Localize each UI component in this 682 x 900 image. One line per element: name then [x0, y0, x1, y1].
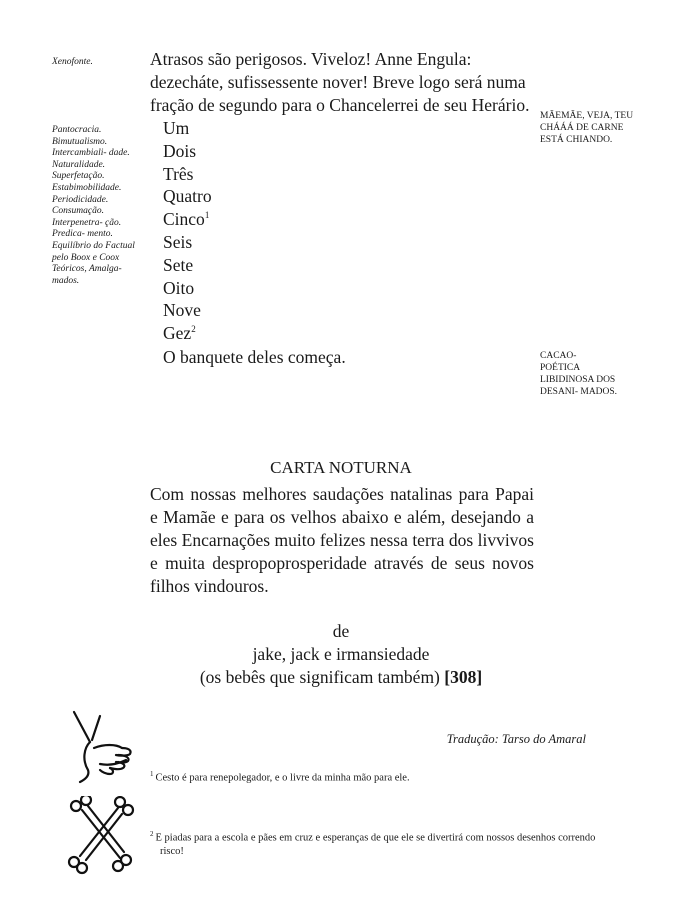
- margin-note-pantocracia: Pantocracia. Bimutualismo. Intercambiali- dade. Naturalidade. Superfetação. Estabimobilidade. Periodicidade. Consumação. Interpenetra- ção. Predica- mento. Equilíbrio do Factual pelo Boox e Coox Teóricos, Amalga- mados.: [52, 125, 135, 286]
- count-item: Oito: [163, 277, 195, 298]
- letter-postscript-line: [150, 667, 532, 688]
- footnote-2: [150, 828, 600, 858]
- count-item: Cinco$^1$: [163, 209, 210, 230]
- margin-note-cacaopoetica: CACAO- POÉTICA LIBIDINOSA DOS DESANI- MADOS.: [540, 351, 618, 397]
- footnote-ref: 1: [204, 210, 210, 221]
- count-list: [163, 117, 212, 345]
- translation-credit: Tradução: Tarso do Amaral: [446, 732, 586, 746]
- footnote-mark: 2: [150, 830, 154, 838]
- footnote-text: E piadas para a escola e pães em cruz e esperanças de que ele se divertirá com nossos desenhos correndo risco!: [155, 832, 596, 857]
- banquet-line: O banquete deles começa.: [163, 347, 346, 367]
- count-item: Sete: [163, 254, 194, 275]
- count-item: Três: [163, 163, 194, 184]
- letter-body: Com nossas melhores saudações natalinas para Papai e Mamãe e para os velhos abaixo e além, desejando a eles Encarnações muito felizes nessa terra dos livvivos e muita despropoprosperidade através de seus novos filhos vindouros.: [150, 484, 534, 596]
- footnote-1: [150, 768, 590, 785]
- margin-note-maemae: MÃEMÃE, VEJA, TEU CHÁÁÁ DE CARNE ESTÁ CHIANDO.: [540, 111, 634, 145]
- footnote-ref: 2: [191, 324, 196, 335]
- footnote-text: Cesto é para renepolegador, e o livre da minha mão para ele.: [155, 772, 410, 784]
- footnote-mark: 1: [150, 770, 154, 778]
- pointing-hand-icon: [60, 708, 140, 788]
- count-item: Gez$^2$: [163, 323, 196, 344]
- count-item: Dois: [163, 140, 197, 161]
- letter-de: de: [332, 621, 350, 641]
- count-item: Seis: [163, 231, 193, 252]
- letter-postscript: (os bebês que significam também): [199, 667, 440, 687]
- opening-paragraph: Atrasos são perigosos. Viveloz! Anne Engula: dezecháte, sufissessente nover! Breve logo será numa fração de segundo para o Chancelerrei de seu Herário.: [150, 49, 530, 115]
- margin-note-xenofonte: Xenofonte.: [52, 57, 93, 67]
- page-reference: [308]: [444, 667, 483, 687]
- letter-signers: jake, jack e irmansiedade: [252, 644, 430, 664]
- count-item: Nove: [163, 300, 201, 321]
- letter-title: CARTA NOTURNA: [270, 458, 412, 477]
- count-item: Um: [163, 118, 190, 138]
- crossed-bones-icon: [60, 796, 140, 876]
- count-item: Quatro: [163, 186, 212, 207]
